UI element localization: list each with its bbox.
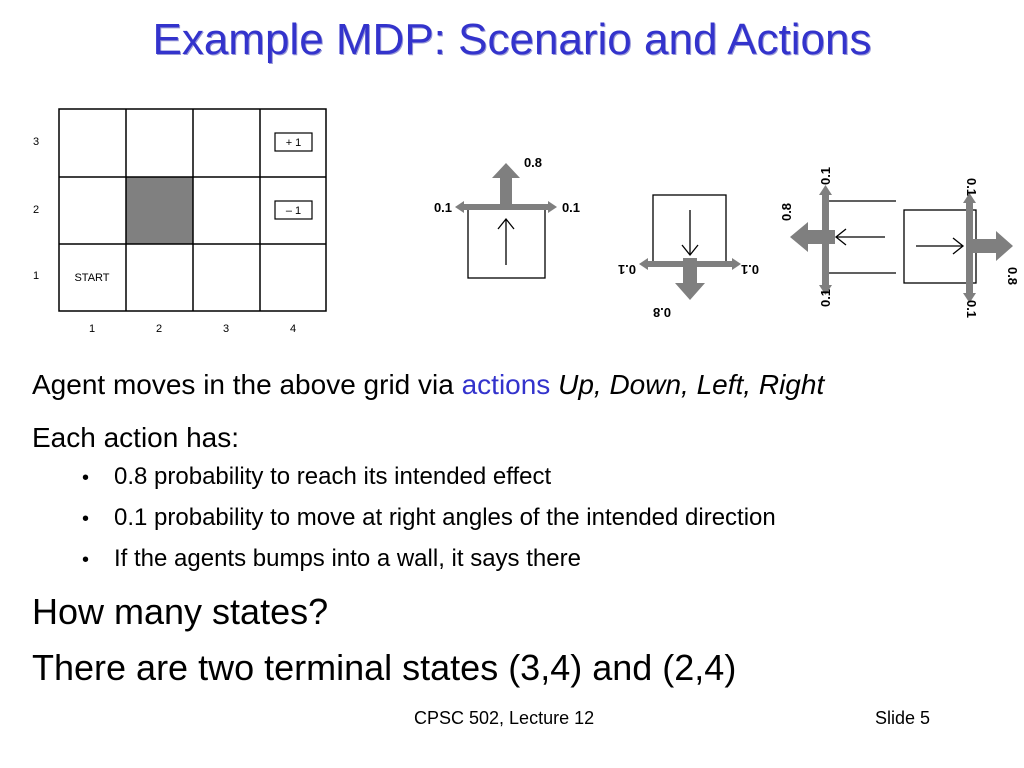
bullet-icon: • [82, 467, 90, 489]
action-right-diagram [904, 178, 1020, 318]
each-action-heading: Each action has: [32, 422, 240, 453]
up-probability-arrow [492, 163, 520, 208]
list-item [82, 542, 776, 583]
up-left-probability: 0.1 [433, 200, 453, 215]
sideways-arrow-head [548, 201, 557, 213]
footer-course: CPSC 502, Lecture 12 [414, 708, 595, 728]
negative-reward-label: – 1 [285, 205, 302, 217]
how-many-states-question: How many states? [32, 591, 329, 632]
right-intended-probability: 0.8 [1005, 266, 1020, 286]
intro-prefix: Agent moves in the above grid via [32, 369, 454, 400]
sideways-probability-arrow [648, 261, 732, 267]
bullet-list [82, 460, 776, 583]
down-right-probability: 0.1 [740, 262, 760, 277]
positive-reward-label: + 1 [285, 137, 302, 149]
left-intended-probability: 0.8 [779, 202, 794, 222]
list-item [82, 460, 776, 501]
up-right-probability: 0.1 [561, 200, 581, 215]
action-left-diagram [779, 167, 896, 307]
mdp-figure-svg [0, 95, 1024, 335]
bullet-icon: • [82, 549, 90, 571]
column-label: 3 [222, 323, 230, 335]
column-label: 4 [289, 323, 297, 335]
terminal-states-statement: There are two terminal states (3,4) and (2,4) [32, 647, 737, 688]
bullet-text: 0.1 probability to move at right angles of the intended direction [114, 504, 776, 531]
row-label: 3 [32, 136, 40, 148]
bullet-text: 0.8 probability to reach its intended effect [114, 463, 552, 490]
action-up-diagram [434, 155, 580, 278]
list-item [82, 501, 776, 542]
mdp-figure [0, 95, 1024, 335]
row-label: 1 [32, 270, 40, 282]
bullet-icon: • [82, 508, 90, 530]
sideways-arrow-head [732, 258, 741, 270]
right-bottom-probability: 0.1 [964, 299, 979, 319]
right-top-probability: 0.1 [964, 177, 979, 197]
down-left-probability: 0.1 [617, 262, 637, 277]
slide-title: Example MDP: Scenario and Actions [152, 15, 872, 64]
wall-cell [126, 177, 193, 244]
sideways-arrow-head [639, 258, 648, 270]
column-label: 2 [155, 323, 163, 335]
action-down-diagram [618, 195, 759, 320]
sideways-arrow-head [819, 185, 832, 195]
left-top-probability: 0.1 [818, 166, 833, 186]
down-intended-probability: 0.8 [652, 305, 672, 320]
sideways-probability-arrow [464, 204, 548, 210]
actions-word: actions [461, 369, 551, 400]
bullet-text: If the agents bumps into a wall, it says there [114, 545, 581, 572]
intro-line [32, 367, 824, 403]
row-label: 2 [32, 204, 40, 216]
footer-slide-number: Slide 5 [875, 708, 931, 728]
column-label: 1 [88, 323, 96, 335]
grid-world [33, 109, 326, 335]
start-label: START [74, 272, 110, 284]
left-bottom-probability: 0.1 [818, 288, 833, 308]
action-names: Up, Down, Left, Right [558, 369, 825, 400]
sideways-arrow-head [455, 201, 464, 213]
up-intended-probability: 0.8 [523, 155, 543, 170]
